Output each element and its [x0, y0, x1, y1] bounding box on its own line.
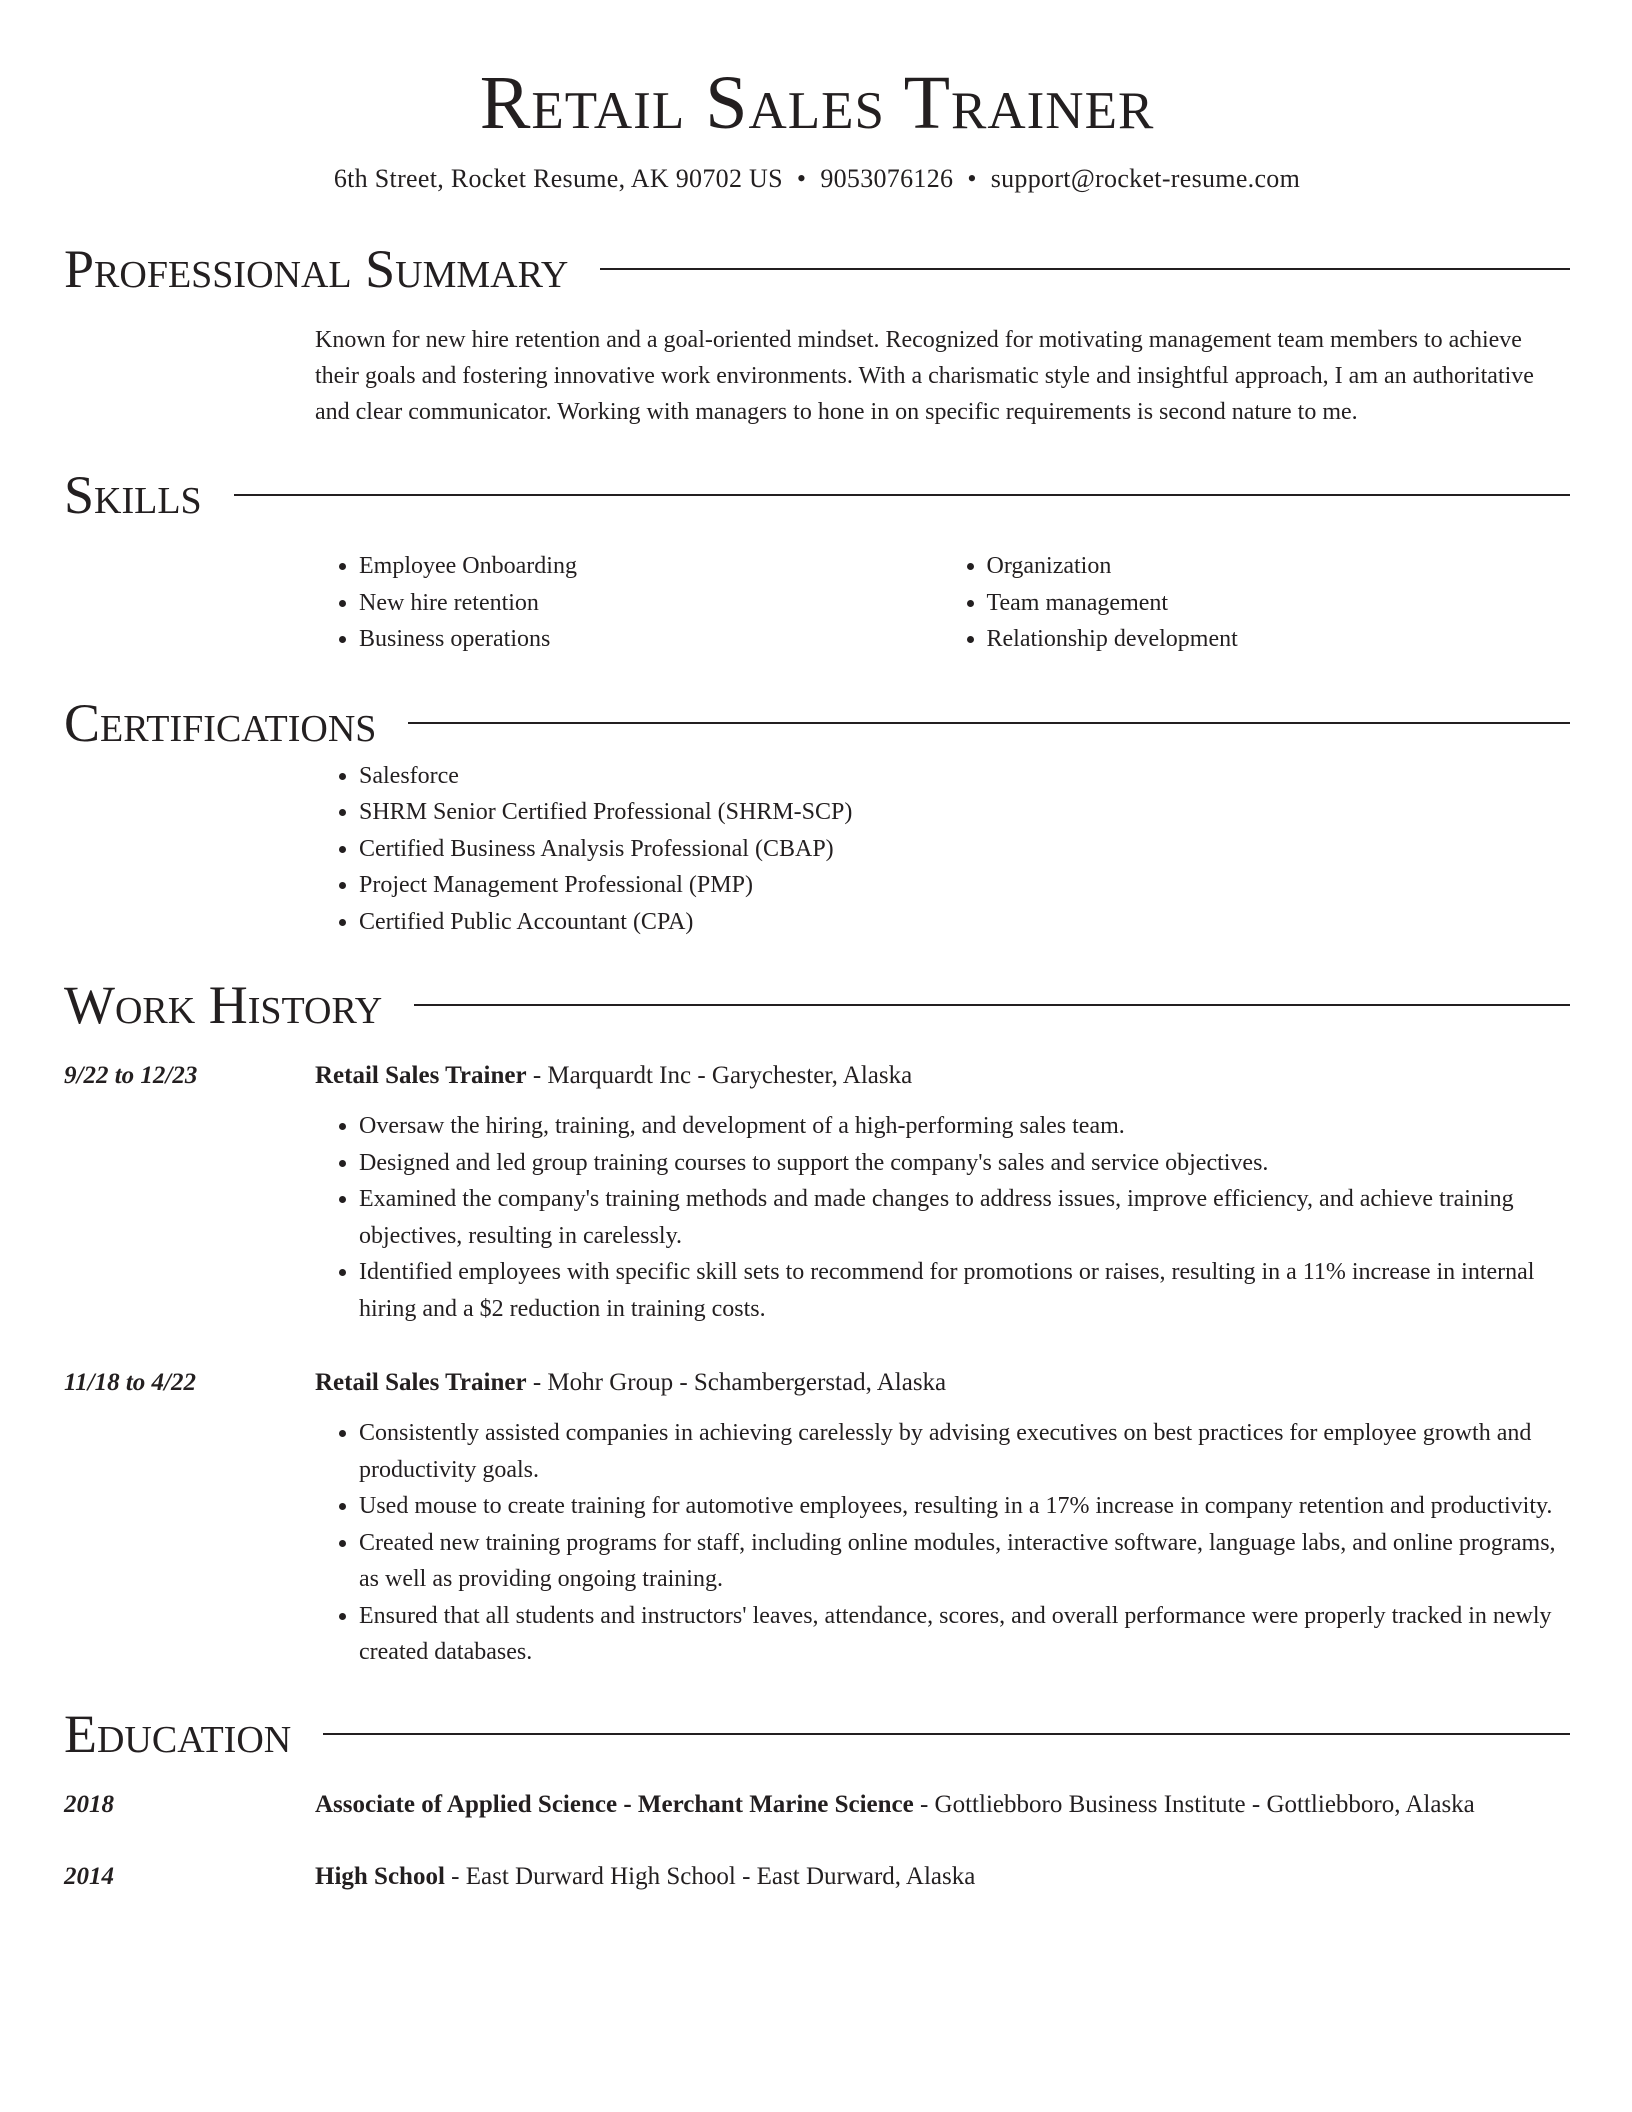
summary-text: Known for new hire retention and a goal-oriented mindset. Recognized for motivating management team members to achieve their goals and fostering innovative work environments. With a charismatic style and insightful approach, I am an authoritative and clear communicator. Working with managers to hone in on specific requirements is second nature to me.	[315, 327, 1534, 425]
contact-line	[64, 164, 1570, 194]
education-section	[64, 1699, 1570, 1897]
education-title: Education	[64, 1703, 292, 1764]
skill-item: • Relationship development	[987, 621, 1571, 658]
work-dates: 11/18 to 4/22	[64, 1369, 196, 1396]
certifications-list	[315, 758, 1570, 941]
work-bullet: • Examined the company's training methods and made changes to address issues, improve efficiency, and achieve training objectives, resulting in carelessly.	[359, 1181, 1570, 1254]
job-title: Retail Sales Trainer	[315, 1369, 527, 1396]
certification-item: • SHRM Senior Certified Professional (SHRM-SCP)	[359, 794, 1570, 831]
section-divider	[600, 268, 1570, 270]
work-heading	[315, 1363, 1570, 1403]
work-entry	[64, 1056, 1570, 1327]
contact-separator: •	[796, 164, 807, 193]
education-entry	[64, 1857, 1570, 1897]
work-bullet: • Consistently assisted companies in achieving carelessly by advising executives on best practices for employee growth and productivity goals.	[359, 1415, 1570, 1488]
education-entry-main	[315, 1857, 1570, 1897]
certifications-title: Certifications	[64, 692, 377, 753]
section-divider	[323, 1733, 1570, 1735]
work-dates: 9/22 to 12/23	[64, 1062, 198, 1089]
summary-section	[64, 234, 1570, 430]
section-divider	[234, 494, 1570, 496]
skill-item: • Team management	[987, 585, 1571, 622]
certifications-section	[64, 688, 1570, 941]
education-entry-main	[315, 1785, 1570, 1825]
job-company-location: - Marquardt Inc - Garychester, Alaska	[526, 1062, 913, 1089]
skills-body	[315, 548, 1570, 658]
skills-title: Skills	[64, 465, 202, 525]
job-company-location: - Mohr Group - Schambergerstad, Alaska	[526, 1369, 947, 1396]
skill-item: • Business operations	[359, 621, 943, 658]
contact-phone: 9053076126	[820, 164, 954, 193]
skills-list-right	[943, 548, 1571, 658]
contact-address: 6th Street, Rocket Resume, AK 90702 US	[333, 164, 783, 193]
job-title: Retail Sales Trainer	[315, 1062, 527, 1089]
contact-email: support@rocket-resume.com	[990, 164, 1301, 193]
education-entry	[64, 1785, 1570, 1825]
education-heading	[315, 1785, 1570, 1825]
education-heading	[315, 1857, 1570, 1897]
education-year: 2018	[64, 1790, 114, 1818]
work-entry-main	[315, 1363, 1570, 1671]
work-bullets	[315, 1108, 1570, 1327]
summary-title: Professional Summary	[64, 239, 569, 299]
skills-section	[64, 460, 1570, 658]
resume-name: Retail Sales Trainer	[479, 61, 1155, 145]
section-divider	[408, 722, 1570, 724]
summary-body	[315, 322, 1570, 430]
certifications-body	[315, 758, 1570, 941]
work-bullet: • Oversaw the hiring, training, and development of a high-performing sales team.	[359, 1108, 1570, 1145]
work-entry-main	[315, 1056, 1570, 1327]
certification-item: • Salesforce	[359, 758, 1570, 795]
section-divider	[414, 1004, 1570, 1006]
contact-separator: •	[967, 164, 977, 193]
work-heading	[315, 1056, 1570, 1096]
school-location: - Gottliebboro Business Institute - Gottliebboro, Alaska	[913, 1790, 1475, 1818]
education-header	[64, 1699, 1570, 1769]
skills-header	[64, 460, 1570, 530]
skill-item: • Organization	[987, 548, 1571, 585]
skill-item: • Employee Onboarding	[359, 548, 943, 585]
work-bullet: • Created new training programs for staff, including online modules, interactive software, language labs, and online programs, as well as providing ongoing training.	[359, 1525, 1570, 1598]
school-location: - East Durward High School - East Durward, Alaska	[444, 1862, 976, 1890]
degree-name: High School	[315, 1862, 445, 1890]
work-bullets	[315, 1415, 1570, 1671]
work-history-section	[64, 970, 1570, 1671]
work-bullet: • Designed and led group training courses to support the company's sales and service objectives.	[359, 1145, 1570, 1182]
skills-grid	[315, 548, 1570, 658]
work-history-title: Work History	[64, 975, 383, 1035]
summary-header	[64, 234, 1570, 304]
skills-list-left	[315, 548, 943, 658]
certification-item: • Certified Business Analysis Professional (CBAP)	[359, 831, 1570, 868]
certification-item: • Project Management Professional (PMP)	[359, 867, 1570, 904]
certification-item: • Certified Public Accountant (CPA)	[359, 904, 1570, 941]
certifications-header	[64, 688, 1570, 758]
work-bullet: • Used mouse to create training for automotive employees, resulting in a 17% increase in company retention and productivity.	[359, 1488, 1570, 1525]
work-bullet: • Ensured that all students and instructors' leaves, attendance, scores, and overall performance were properly tracked in newly created databases.	[359, 1598, 1570, 1671]
education-year: 2014	[64, 1862, 114, 1890]
work-entry	[64, 1363, 1570, 1671]
resume-page	[64, 0, 1570, 1897]
work-history-header	[64, 970, 1570, 1040]
skill-item: • New hire retention	[359, 585, 943, 622]
work-bullet: • Identified employees with specific skill sets to recommend for promotions or raises, resulting in a 11% increase in internal hiring and a $2 reduction in training costs.	[359, 1254, 1570, 1327]
degree-name: Associate of Applied Science - Merchant Marine Science	[315, 1790, 914, 1818]
